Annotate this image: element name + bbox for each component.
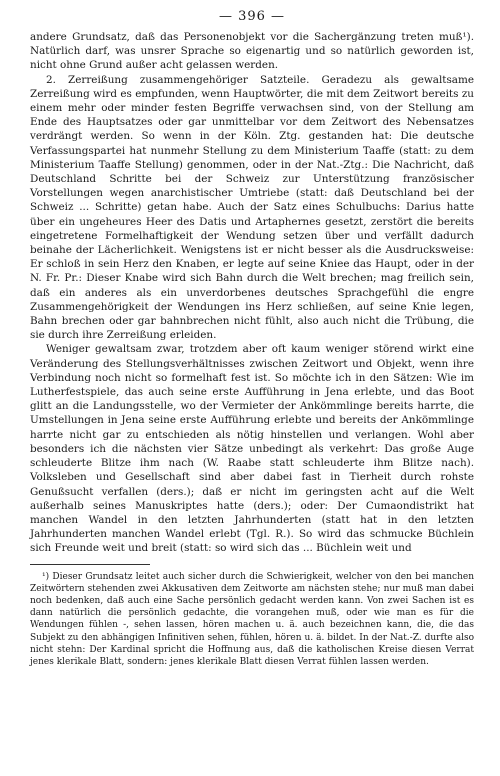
footnotes xyxy=(30,571,474,669)
footnote-1: ¹) Dieser Grundsatz leitet auch sicher durch die Schwierigkeit, welcher von den bei manchen Zeitwörtern stehenden zwei Akkusativen dem Zeitworte am nächsten stehe; nur muß man dabei noch bedenken, daß auch eine Sache persönlich gedacht werden kann. Von zwei Sachen ist es dann natürlich die persönlich gedachte, die vorangehen muß, oder wie man es für die Wendungen fühlen -, sehen lassen, hören machen u. ä. auch bezeichnen kann, die, die das Subjekt zu den abhängigen Infinitiven sehen, fühlen, hören u. ä. bildet. In der Nat.-Z. durfte also nicht stehn: Der Kardinal spricht die Hoffnung aus, daß die katholischen Kreise diesen Verrat jenes klerikale Blatt, sondern: jenes klerikale Blatt diesen Verrat fühlen lassen werden. xyxy=(30,571,474,667)
paragraph-section-2: 2. Zerreißung zusammengehöriger Satzteile. Geradezu als gewaltsame Zerreißung wird es empfunden, wenn Hauptwörter, die mit dem Zeitwort bereits zu einem mehr oder minder festen Begriffe verwachsen sind, von der Stellung am Ende des Hauptsatzes oder gar unmittelbar vor dem Zeitwort des Nebensatzes verdrängt werden. So wenn in der Köln. Ztg. gestanden hat: Die deutsche Verfassungspartei hat nunmehr Stellung zu dem Ministerium Taaffe (statt: zu dem Ministerium Taaffe Stellung) genommen, oder in der Nat.-Ztg.: Die Nachricht, daß Deutschland Schritte bei der Schweiz zur Unterstützung französischer Vorstellungen wegen anarchistischer Umtriebe (statt: daß Deutschland bei der Schweiz ... Schritte) getan habe. Auch der Satz eines Schulbuchs: Darius hatte über ein ungeheures Heer des Datis und Artaphernes gesetzt, zerstört die bereits eingetretene Formelhaftigkeit der Wendung setzen über und verfällt dadurch beinahe der Lächerlichkeit. Wenigstens ist er nicht besser als die Ausdrucksweise: Er schloß in sein Herz den Knaben, er legte auf seine Kniee das Haupt, oder in der N. Fr. Pr.: Dieser Knabe wird sich Bahn durch die Welt brechen; mag freilich sein, daß ein anderes als ein unverdorbenes deutsches Sprachgefühl die engre Zusammengehörigkeit der Wendungen ins Herz schließen, auf seine Knie legen, Bahn brechen oder gar bahnbrechen nicht fühlt, also auch nicht die Trübung, die sie durch ihre Zerreißung erleiden. xyxy=(30,73,474,342)
footnote-divider xyxy=(30,564,150,565)
page-number: — 396 — xyxy=(218,9,286,24)
main-text xyxy=(30,30,474,556)
paragraph-continuation: andere Grundsatz, daß das Personenobjekt vor die Sachergänzung treten muß¹). Natürlich darf, was unsrer Sprache so eigenartig und so natürlich geworden ist, nicht ohne Grund außer acht gelassen werden. xyxy=(30,31,474,72)
paragraph-verb-object: Weniger gewaltsam zwar, trotzdem aber oft kaum weniger störend wirkt eine Veränderung des Stellungsverhältnisses zwischen Zeitwort und Objekt, wenn ihre Verbindung noch nicht so formelhaft fest ist. So möchte ich in den Sätzen: Wie im Lutherfestspiele, das auch seine erste Aufführung in Jena erlebte, und das Boot glitt an die Landungsstelle, wo der Vermieter der Ankömmlinge bereits harrte, die Umstellungen in Jena seine erste Aufführung erlebte und bereits der Ankömmlinge harrte nicht gar zu entschieden als nötig hinstellen und verlangen. Wohl aber besonders ich die nächsten vier Sätze unbedingt als verkehrt: Das große Auge schleuderte Blitze ihm nach (W. Raabe statt schleuderte ihm Blitze nach). Volksleben und Gesellschaft sind aber dabei fast in Tierheit durch rohste Genußsucht verfallen (ders.); daß er nicht im geringsten acht auf die Welt außerhalb seines Manuskriptes hatte (ders.); oder: Der Cumaondistrikt hat manchen Wandel in den letzten Jahrhunderten (statt hat in den letzten Jahrhunderten manchen Wandel erlebt (Tgl. R.). So wird das schmucke Büchlein sich Freunde weit und breit (statt: so wird sich das ... Büchlein weit und xyxy=(30,343,474,555)
